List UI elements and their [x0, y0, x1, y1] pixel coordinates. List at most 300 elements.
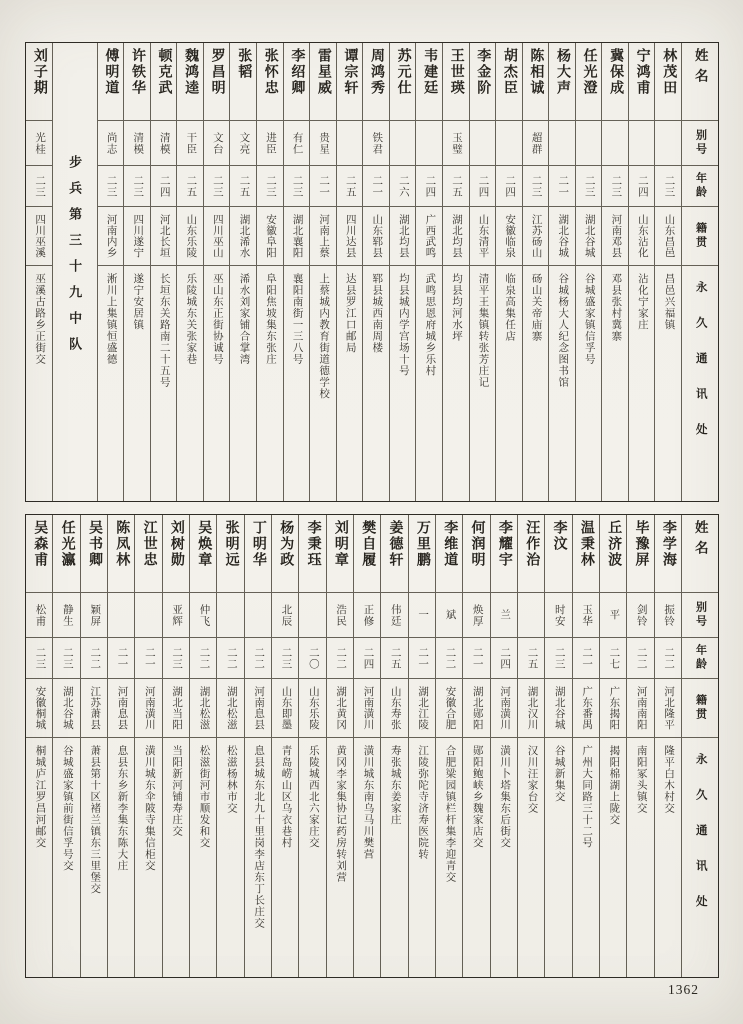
entry-name: [409, 515, 435, 593]
entry-name: [518, 515, 544, 593]
entry-column: [495, 43, 522, 501]
entry-name: [463, 515, 489, 593]
entry-address-text: 青岛崂山区乌衣巷村: [280, 745, 292, 849]
entry-native-place: [337, 207, 363, 266]
entry-alias-text: 平: [608, 609, 620, 621]
entry-name: [53, 515, 79, 593]
entry-alias: [390, 121, 416, 166]
entry-native-place-text: 湖北松滋: [198, 686, 210, 730]
entry-native-place: [629, 207, 655, 266]
entry-name: [299, 515, 325, 593]
header-native: [682, 679, 718, 738]
entry-age-text: 二五: [185, 174, 197, 198]
entry-name: [108, 515, 134, 593]
entry-column: [362, 43, 389, 501]
entry-native-place: [230, 207, 256, 266]
entry-native-place: [354, 679, 380, 738]
entry-age: [257, 166, 283, 207]
entry-name: [284, 43, 310, 121]
entry-column: [575, 43, 602, 501]
entry-age-text: 二三: [211, 174, 223, 198]
entry-column: [626, 515, 653, 977]
entry-alias: [627, 593, 653, 638]
entry-address-text: 江陵弥陀寺济寿医院转: [417, 745, 429, 860]
entry-native-place: [518, 679, 544, 738]
entry-age-text: 二三: [34, 646, 46, 670]
entry-native-place-text: 湖北均县: [397, 214, 409, 258]
entry-alias: [26, 121, 52, 166]
entry-address-text: 潢川城东南乌马川樊营: [362, 745, 374, 860]
entry-name-text: 李汶: [551, 520, 567, 552]
entry-name: [470, 43, 496, 121]
entry-address-text: 遂宁安居镇: [132, 273, 144, 331]
entry-name: [390, 43, 416, 121]
entry-alias: [600, 593, 626, 638]
entry-address-text: 均县城内学宫场十号: [397, 273, 409, 377]
entry-column: [435, 515, 462, 977]
entry-alias-text: 兰: [499, 609, 511, 621]
entry-native-place-text: 河南邓县: [610, 214, 622, 258]
entry-column: [353, 515, 380, 977]
entry-column: [415, 43, 442, 501]
header-native: [682, 207, 718, 266]
entry-name: [436, 515, 462, 593]
entry-age: [496, 166, 522, 207]
entry-name-text: 苏元仕: [395, 48, 411, 96]
entry-address-text: 均县均河水坪: [450, 273, 462, 342]
entry-column: [283, 43, 310, 501]
entry-address-text: 揭阳棉湖上陇交: [608, 745, 620, 826]
entry-name-text: 杨为政: [278, 520, 294, 568]
entry-address-text: 息县城东北九十里岗李店东丁长庄交: [253, 745, 265, 929]
entry-address: [108, 738, 134, 977]
entry-name-text: 刘子期: [31, 48, 47, 96]
entry-name-text: 林茂田: [661, 48, 677, 96]
entry-native-place: [177, 207, 203, 266]
entry-name-text: 李秉珏: [305, 520, 321, 568]
entry-address-text: 合肥梁园镇栏杆集李迎青交: [444, 745, 456, 883]
entry-address-text: 昌邑兴福镇: [663, 273, 675, 331]
entry-name: [26, 515, 52, 593]
entry-column: [599, 515, 626, 977]
entry-address: [496, 266, 522, 501]
entry-name: [310, 43, 336, 121]
entry-native-place-text: 湖北汉川: [526, 686, 538, 730]
entry-native-place: [272, 679, 298, 738]
entry-alias: [26, 593, 52, 638]
entry-age-text: 二一: [417, 646, 429, 670]
entry-address: [190, 738, 216, 977]
entry-address-text: 松滋杨林市交: [225, 745, 237, 814]
header-address-text: 永久通讯处: [694, 753, 707, 931]
entry-age-text: 二六: [397, 174, 409, 198]
entry-address: [204, 266, 230, 501]
entry-name: [573, 515, 599, 593]
entry-column: [256, 43, 283, 501]
entry-age: [124, 166, 150, 207]
entry-native-place: [26, 207, 52, 266]
entry-column: [544, 515, 571, 977]
entry-name: [523, 43, 549, 121]
entry-address-text: 寿张城东姜家庄: [389, 745, 401, 826]
entry-name-text: 樊自履: [360, 520, 376, 568]
header-alias: [682, 121, 718, 166]
entry-age-text: 二五: [450, 174, 462, 198]
entry-native-place-text: 河南潢川: [362, 686, 374, 730]
entry-age: [443, 166, 469, 207]
entry-alias-text: 清模: [132, 131, 144, 155]
entry-alias: [491, 593, 517, 638]
entry-age: [390, 166, 416, 207]
entry-address-text: 清平王集镇转张芳庄记: [477, 273, 489, 388]
entry-name-text: 江世忠: [141, 520, 157, 568]
entry-age: [272, 638, 298, 679]
entry-age: [627, 638, 653, 679]
entry-alias: [204, 121, 230, 166]
entry-native-place: [108, 679, 134, 738]
entry-native-place-text: 湖北当阳: [171, 686, 183, 730]
entry-name: [151, 43, 177, 121]
entry-age-text: 二四: [636, 174, 648, 198]
entry-address: [53, 738, 79, 977]
entry-name-text: 张明远: [223, 520, 239, 568]
entry-alias: [190, 593, 216, 638]
entry-age: [602, 166, 628, 207]
entry-address: [26, 738, 52, 977]
header-column: [681, 515, 718, 977]
entry-address-text: 淅川上集镇恒盛德: [105, 273, 117, 365]
entry-address: [573, 738, 599, 977]
entry-native-place: [53, 679, 79, 738]
entry-name-text: 刘明章: [332, 520, 348, 568]
entry-native-place: [204, 207, 230, 266]
entry-alias: [53, 593, 79, 638]
entry-address: [272, 738, 298, 977]
entry-age: [337, 166, 363, 207]
entry-address: [443, 266, 469, 501]
entry-alias: [416, 121, 442, 166]
entry-name: [217, 515, 243, 593]
entry-native-place: [655, 679, 681, 738]
header-address: [682, 738, 718, 977]
entry-column: [271, 515, 298, 977]
entry-age-text: 二一: [371, 174, 383, 198]
entry-column: [628, 43, 655, 501]
entry-address: [177, 266, 203, 501]
entry-name: [245, 515, 271, 593]
entry-alias: [245, 593, 271, 638]
entry-address-text: 当阳新河铺寿庄交: [171, 745, 183, 837]
entry-native-place-text: 山东乐陵: [307, 686, 319, 730]
entry-native-place: [627, 679, 653, 738]
entry-native-place-text: 湖北均县: [450, 214, 462, 258]
entry-name-text: 王世瑛: [448, 48, 464, 96]
entry-address: [245, 738, 271, 977]
entry-column: [52, 515, 79, 977]
entry-column: [80, 515, 107, 977]
entry-name: [443, 43, 469, 121]
entry-name-text: 温秉林: [578, 520, 594, 568]
entry-name: [655, 515, 681, 593]
unit-divider-label: 步兵第三十九中队: [67, 155, 83, 363]
entry-native-place: [491, 679, 517, 738]
entry-age: [310, 166, 336, 207]
entry-address: [655, 738, 681, 977]
entry-alias-text: 松甫: [34, 603, 46, 627]
entry-native-place: [390, 207, 416, 266]
entry-address-text: 达县罗江口邮局: [344, 273, 356, 354]
entry-age-text: 二二: [663, 646, 675, 670]
entry-name: [135, 515, 161, 593]
entry-age-text: 二三: [530, 174, 542, 198]
entry-alias: [363, 121, 389, 166]
entry-alias-text: 光桂: [34, 131, 46, 155]
entry-age-text: 二四: [424, 174, 436, 198]
entry-native-place: [257, 207, 283, 266]
entry-age: [26, 638, 52, 679]
entry-native-place: [416, 207, 442, 266]
entry-age: [163, 638, 189, 679]
entry-age-text: 二五: [526, 646, 538, 670]
entry-native-place-text: 四川巫山: [211, 214, 223, 258]
entry-name: [600, 515, 626, 593]
entry-alias: [163, 593, 189, 638]
entry-address-text: 隆平白木村交: [663, 745, 675, 814]
entry-alias-text: 进臣: [265, 131, 277, 155]
entry-alias-text: 清模: [158, 131, 170, 155]
entry-native-place: [327, 679, 353, 738]
entry-alias: [549, 121, 575, 166]
entry-alias-text: 北辰: [280, 603, 292, 627]
entry-address-text: 黄冈李家集协记药房转刘营: [335, 745, 347, 883]
entry-alias: [284, 121, 310, 166]
entry-native-place-text: 河南息县: [253, 686, 265, 730]
entry-native-place: [409, 679, 435, 738]
entry-alias: [409, 593, 435, 638]
entry-age-text: 二三: [553, 646, 565, 670]
header-address-text: 永久通讯处: [694, 281, 707, 459]
header-age-text: 年龄: [694, 644, 707, 672]
entry-column: [189, 515, 216, 977]
entry-name: [491, 515, 517, 593]
entry-age: [363, 166, 389, 207]
entry-alias-text: 颖屏: [89, 603, 101, 627]
entry-address-text: 阜阳焦坡集东张庄: [265, 273, 277, 365]
entry-native-place: [310, 207, 336, 266]
entry-age: [204, 166, 230, 207]
entry-alias: [655, 593, 681, 638]
entry-alias: [545, 593, 571, 638]
entry-alias: [576, 121, 602, 166]
entry-column: [150, 43, 177, 501]
entry-address: [523, 266, 549, 501]
entry-name-text: 顿克武: [156, 48, 172, 96]
entry-name: [204, 43, 230, 121]
header-age: [682, 638, 718, 679]
entry-alias: [217, 593, 243, 638]
entry-address: [354, 738, 380, 977]
entry-native-place: [436, 679, 462, 738]
entry-address-text: 松滋街河市顺发和交: [198, 745, 210, 849]
entry-alias: [151, 121, 177, 166]
entry-age: [655, 166, 681, 207]
entry-name: [545, 515, 571, 593]
entry-native-place-text: 山东沾化: [636, 214, 648, 258]
entry-address-text: 武鸣思恩府城乡乐村: [424, 273, 436, 377]
entry-alias: [496, 121, 522, 166]
entry-name-text: 张韬: [236, 48, 252, 80]
entry-address: [409, 738, 435, 977]
entry-age: [327, 638, 353, 679]
entry-address-text: 浠水刘家铺合掌湾: [238, 273, 250, 365]
entry-age: [245, 638, 271, 679]
entry-alias-text: 正修: [362, 603, 374, 627]
entry-address: [545, 738, 571, 977]
entry-name: [549, 43, 575, 121]
entry-alias-text: 静生: [61, 603, 73, 627]
entry-address-text: 乐陵城东关张家巷: [185, 273, 197, 365]
entry-name-text: 毕豫屏: [633, 520, 649, 568]
entry-address-text: 广州大同路三十二号: [581, 745, 593, 849]
entry-age: [354, 638, 380, 679]
entry-address: [257, 266, 283, 501]
header-alias: [682, 593, 718, 638]
entry-address-text: 谷城盛家镇前街信孚号交: [61, 745, 73, 872]
entry-age: [53, 638, 79, 679]
entry-column: [336, 43, 363, 501]
entry-name-text: 杨大声: [554, 48, 570, 96]
entry-native-place-text: 河南上蔡: [318, 214, 330, 258]
header-native-text: 籍贯: [694, 222, 707, 250]
entry-name: [257, 43, 283, 121]
entry-age-text: 二三: [291, 174, 303, 198]
entry-name-text: 陈相诚: [528, 48, 544, 96]
entry-alias-text: 玉璧: [450, 131, 462, 155]
entry-alias-text: 仲飞: [198, 603, 210, 627]
entry-address-text: 长垣东关路南二十五号: [158, 273, 170, 388]
entry-native-place-text: 广西武鸣: [424, 214, 436, 258]
entry-native-place-text: 河南内乡: [105, 214, 117, 258]
entry-age-text: 二二: [444, 646, 456, 670]
entry-name-text: 吴森甫: [32, 520, 48, 568]
header-address: [682, 266, 718, 501]
entry-column: [216, 515, 243, 977]
entry-address-text: 郓县城西南周楼: [371, 273, 383, 354]
entry-age: [470, 166, 496, 207]
entry-address: [470, 266, 496, 501]
entry-address: [629, 266, 655, 501]
entry-age-text: 二四: [504, 174, 516, 198]
entry-alias-text: 铁君: [371, 131, 383, 155]
entry-name-text: 雷星威: [315, 48, 331, 96]
entry-name-text: 任光瀛: [59, 520, 75, 568]
header-native-text: 籍贯: [694, 694, 707, 722]
entry-native-place-text: 江苏砀山: [530, 214, 542, 258]
entry-address: [655, 266, 681, 501]
header-name-text: 姓名: [692, 48, 708, 89]
entry-native-place-text: 安徽桐城: [34, 686, 46, 730]
entry-column: [309, 43, 336, 501]
entry-name: [98, 43, 124, 121]
entry-name-text: 汪作治: [524, 520, 540, 568]
entry-column: [442, 43, 469, 501]
entry-age-text: 二一: [471, 646, 483, 670]
entry-column: [123, 43, 150, 501]
entry-address: [310, 266, 336, 501]
entry-alias: [272, 593, 298, 638]
entry-alias: [629, 121, 655, 166]
entry-age: [655, 638, 681, 679]
entry-age-text: 二二: [89, 646, 101, 670]
entry-native-place-text: 山东乐陵: [185, 214, 197, 258]
entry-alias: [299, 593, 325, 638]
entry-age-text: 二四: [477, 174, 489, 198]
entry-address-text: 南阳冢头镇交: [635, 745, 647, 814]
entry-address-text: 巫山东正街协诚号: [211, 273, 223, 365]
entry-column: [408, 515, 435, 977]
entry-alias-text: 文台: [211, 131, 223, 155]
entry-native-place: [363, 207, 389, 266]
entry-age-text: 二三: [280, 646, 292, 670]
entry-age: [576, 166, 602, 207]
entry-name-text: 张怀忠: [262, 48, 278, 96]
entry-age-text: 二二: [198, 646, 210, 670]
entry-native-place: [151, 207, 177, 266]
entry-age: [629, 166, 655, 207]
entry-age-text: 二四: [362, 646, 374, 670]
entry-column: [517, 515, 544, 977]
entry-age: [26, 166, 52, 207]
entry-name-text: 万里鹏: [414, 520, 430, 568]
entry-age: [600, 638, 626, 679]
entry-address: [163, 738, 189, 977]
entry-column: [380, 515, 407, 977]
entry-native-place: [98, 207, 124, 266]
entry-native-place-text: 四川遂宁: [132, 214, 144, 258]
entry-name: [163, 515, 189, 593]
header-alias-text: 别号: [694, 129, 707, 157]
entry-native-place-text: 四川巫溪: [34, 214, 46, 258]
entry-name: [337, 43, 363, 121]
entry-age-text: 二三: [132, 174, 144, 198]
entry-age: [523, 166, 549, 207]
roster-table-top: [25, 42, 719, 502]
entry-address: [491, 738, 517, 977]
entry-address-text: 谷城杨大人纪念图书馆: [557, 273, 569, 388]
entry-native-place: [163, 679, 189, 738]
entry-column: [548, 43, 575, 501]
entry-age: [381, 638, 407, 679]
entry-address-text: 汉川汪家台交: [526, 745, 538, 814]
entry-address: [463, 738, 489, 977]
entry-address: [26, 266, 52, 501]
entry-name-text: 谭宗轩: [342, 48, 358, 96]
entry-native-place: [496, 207, 522, 266]
entry-column: [244, 515, 271, 977]
entry-name-text: 何润明: [469, 520, 485, 568]
entry-column: [203, 43, 230, 501]
entry-address: [135, 738, 161, 977]
entry-address-text: 乐陵城西北六家庄交: [307, 745, 319, 849]
entry-address: [627, 738, 653, 977]
entry-address: [151, 266, 177, 501]
entry-name-text: 李耀宇: [496, 520, 512, 568]
entry-name: [627, 515, 653, 593]
entry-age-text: 二三: [583, 174, 595, 198]
entry-column: [389, 43, 416, 501]
entry-name-text: 刘树勋: [168, 520, 184, 568]
entry-age-text: 二三: [663, 174, 675, 198]
